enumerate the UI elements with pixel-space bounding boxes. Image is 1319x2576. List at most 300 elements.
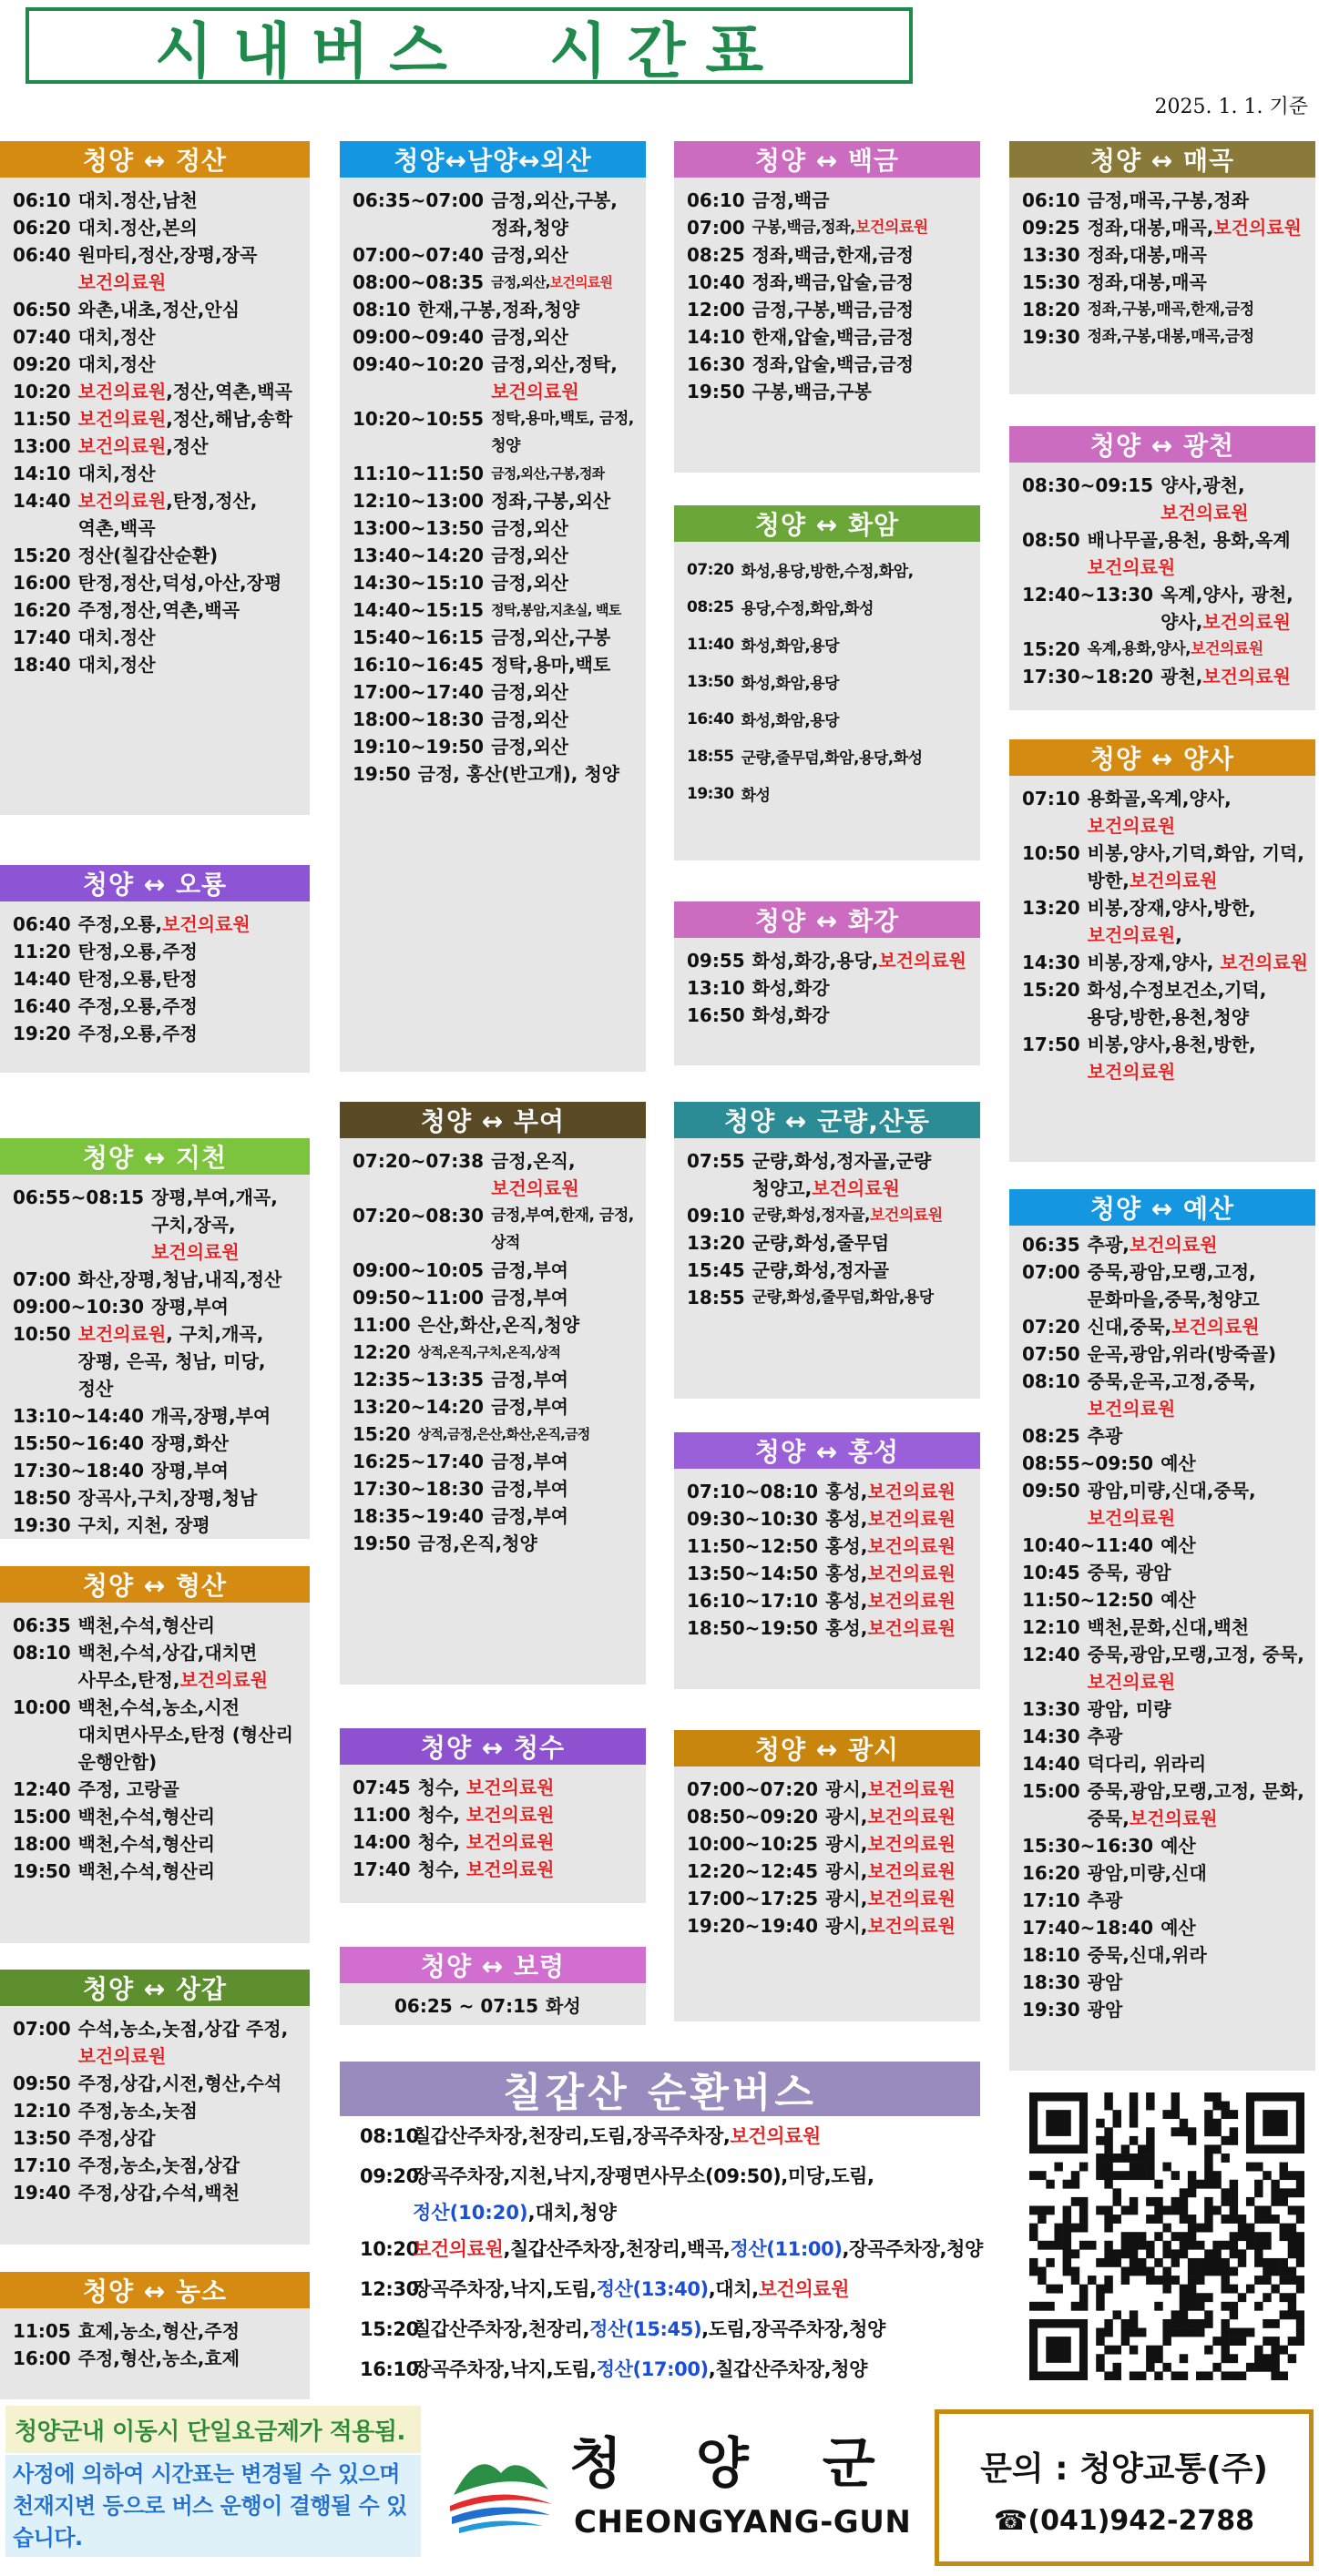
route-title: 청양 ↔ 광시 [674, 1730, 980, 1767]
qr-module [1154, 2258, 1162, 2267]
stop-list: 금정,외산 [491, 681, 568, 703]
highlight-stop: 보건의료원 [867, 1535, 956, 1557]
stop-list: 광암,미량,신대,중묵, [1087, 1480, 1256, 1502]
departure-time: 13:10 [687, 977, 745, 999]
route-stops [491, 269, 640, 296]
stop-list: 청수, [417, 1831, 466, 1853]
departure-time: 13:00 [13, 435, 71, 457]
highlight-stop: 보건의료원 [730, 2125, 821, 2147]
qr-module [1162, 2319, 1171, 2328]
route-rows [340, 1765, 646, 1889]
stop-list: 금정,부여,한재, 금정,상적 [491, 1207, 634, 1252]
qr-module [1038, 2171, 1046, 2180]
qr-module [1254, 2188, 1263, 2197]
qr-module [1230, 2215, 1238, 2224]
qr-module [1180, 2119, 1188, 2128]
schedule-row [1022, 214, 1310, 241]
stop-list: 예산 [1161, 1589, 1196, 1611]
schedule-row [687, 551, 975, 588]
departure-time: 18:00~18:30 [353, 708, 485, 730]
highlight-stop: 보건의료원 [465, 1831, 555, 1853]
qr-module [1238, 2337, 1246, 2346]
route-card-gwangsi [674, 1730, 980, 2021]
timed-stop: 정산(13:40) [596, 2278, 709, 2300]
stop-list: 주정,상갑,시전,형산,수석 [77, 2072, 282, 2094]
qr-module [1212, 2249, 1221, 2258]
qr-module [1221, 2337, 1229, 2346]
route-stops [78, 214, 304, 241]
qr-module [1254, 2354, 1263, 2363]
stop-list: 중묵,광암,모랭,고정, 문화마을,중묵,청양고 [1087, 1261, 1260, 1310]
stop-list: 대치.정산,남천 [77, 189, 198, 211]
departure-time: 19:50 [687, 381, 745, 402]
departure-time: 12:35~13:35 [353, 1369, 485, 1390]
schedule-row [353, 1147, 640, 1202]
qr-module [1254, 2302, 1263, 2311]
stop-list: 금정,부여 [491, 1396, 568, 1418]
qr-module [1230, 2197, 1238, 2206]
qr-module [1221, 2346, 1229, 2355]
route-stops [1088, 526, 1310, 581]
route-stops [78, 1320, 304, 1402]
qr-module [1204, 2224, 1212, 2233]
schedule-row [13, 1402, 304, 1430]
route-stops [825, 1885, 975, 1912]
route-stops [1088, 241, 1310, 269]
route-stops [78, 596, 304, 624]
qr-module [1138, 2267, 1146, 2276]
schedule-row [13, 1612, 304, 1639]
qr-module [1154, 2276, 1162, 2285]
schedule-row [353, 542, 640, 569]
highlight-stop: 보건의료원 [1202, 666, 1291, 687]
route-stops [418, 296, 640, 323]
stop-list: 군량,화성,정자골 [752, 1259, 890, 1281]
schedule-row [1022, 581, 1310, 636]
stop-list: 칠갑산주차장,천장리,도림,장곡주차장, [413, 2125, 731, 2147]
schedule-row [687, 1776, 975, 1803]
route-rows [674, 1767, 980, 1945]
highlight-stop: 보건의료원 [867, 1888, 956, 1909]
stop-list: 화성,화강 [752, 1004, 830, 1026]
qr-module [1162, 2285, 1171, 2294]
stop-list: 비봉,양사,기덕,화암, 기덕,방한, [1087, 842, 1304, 891]
route-stops [418, 1801, 640, 1828]
qr-module [1113, 2371, 1121, 2380]
route-stops [1088, 1559, 1310, 1586]
route-stops [491, 733, 640, 760]
schedule-row [13, 1184, 304, 1266]
qr-module [1263, 2171, 1271, 2180]
departure-time: 14:40~15:15 [353, 599, 485, 621]
qr-module [1130, 2205, 1138, 2215]
qr-module [1171, 2197, 1180, 2206]
qr-module [1046, 2241, 1054, 2250]
stop-list: 금정,부여 [491, 1478, 568, 1500]
route-rows [340, 1983, 646, 2025]
schedule-row [687, 626, 975, 663]
departure-time: 12:10 [1022, 1616, 1080, 1638]
stop-list: 양사,광천, [1161, 474, 1245, 496]
qr-module [1079, 2293, 1088, 2302]
qr-code-icon[interactable] [1029, 2092, 1304, 2380]
schedule-row [13, 460, 304, 487]
departure-time: 07:50 [1022, 1343, 1080, 1365]
schedule-row [13, 2097, 304, 2124]
schedule-row [1022, 187, 1310, 214]
route-stops [78, 2152, 304, 2179]
departure-time: 13:30 [1022, 1698, 1080, 1720]
qr-module [1246, 2363, 1254, 2372]
route-card-maegok [1009, 141, 1315, 394]
stop-list: 광암, 미량 [1087, 1698, 1171, 1720]
stop-list: 홍성, [825, 1617, 868, 1639]
timed-stop: 정산(11:00) [730, 2238, 843, 2260]
stop-list: 비봉,장재,양사,방한, [1087, 897, 1256, 919]
stop-list: ,대치,청양 [527, 2202, 617, 2224]
route-stops [418, 760, 640, 788]
departure-time: 15:20 [1022, 638, 1080, 660]
qr-module [1046, 2110, 1070, 2136]
departure-time: 18:40 [13, 654, 71, 676]
stop-list: 군량,줄무덤,화암,용당,화성 [741, 749, 923, 768]
departure-time: 12:20 [353, 1341, 411, 1363]
qr-module [1280, 2163, 1288, 2172]
route-stops [78, 965, 304, 993]
schedule-row [13, 2070, 304, 2097]
qr-module [1263, 2363, 1271, 2372]
qr-module [1204, 2205, 1212, 2215]
timed-stop: 정산(10:20) [413, 2202, 528, 2224]
qr-module [1204, 2310, 1212, 2319]
schedule-row [13, 378, 304, 405]
qr-module [1230, 2249, 1238, 2258]
stop-list: 금정,부여 [491, 1369, 568, 1390]
stop-list: 장평,부여,개곡, 구치,장곡, [151, 1186, 278, 1236]
schedule-row [687, 1257, 975, 1284]
circular-row [340, 2269, 980, 2309]
route-stops [78, 1858, 304, 1885]
qr-module [1280, 2276, 1288, 2285]
departure-time: 15:40~16:15 [353, 626, 485, 648]
qr-module [1171, 2110, 1180, 2119]
qr-module [1263, 2215, 1271, 2224]
qr-module [1296, 2310, 1304, 2319]
departure-time: 06:10 [13, 189, 71, 211]
schedule-row [353, 323, 640, 351]
departure-time: 13:30 [1022, 244, 1080, 266]
qr-module [1238, 2232, 1246, 2241]
qr-module [1296, 2188, 1304, 2197]
route-stops [825, 1532, 975, 1560]
qr-module [1230, 2205, 1238, 2215]
route-stops [78, 938, 304, 965]
route-stops [491, 241, 640, 269]
departure-time: 10:50 [13, 1323, 71, 1345]
stop-list: 백천,수석,형산리 [77, 1806, 216, 1828]
stop-list: 금정,외산 [491, 244, 568, 266]
stop-list: 주정,농소,놋점,상갑 [77, 2154, 240, 2176]
route-stops [825, 1478, 975, 1505]
qr-module [1029, 2267, 1038, 2276]
stop-list: 정좌,압술,백금,금정 [752, 353, 915, 375]
departure-time: 12:30 [360, 2278, 419, 2300]
qr-module [1230, 2127, 1238, 2136]
route-stops [1088, 1969, 1310, 1996]
schedule-row [13, 1803, 304, 1830]
stop-list: 탄정,오룡,주정 [77, 941, 198, 962]
qr-module [1204, 2197, 1212, 2206]
qr-module [1113, 2153, 1121, 2163]
qr-module [1180, 2354, 1188, 2363]
departure-time: 14:10 [13, 463, 71, 484]
qr-module [1121, 2205, 1130, 2215]
title-box [26, 7, 913, 87]
stop-list: 예산 [1161, 1534, 1196, 1556]
departure-time: 19:10~19:50 [353, 736, 485, 758]
schedule-row [1022, 1031, 1310, 1085]
schedule-row [1022, 1832, 1310, 1859]
qr-module [1146, 2136, 1154, 2145]
schedule-row [687, 241, 975, 269]
route-stops [752, 323, 975, 351]
highlight-stop: 보건의료원 [867, 1915, 956, 1937]
qr-module [1104, 2092, 1112, 2102]
schedule-row [1022, 526, 1310, 581]
stop-list: 정좌,대봉,매곡, [1087, 217, 1214, 239]
qr-module [1113, 2110, 1121, 2119]
circular-row [340, 2309, 980, 2349]
qr-module [1254, 2205, 1263, 2215]
schedule-row [1022, 949, 1310, 976]
qr-module [1079, 2205, 1088, 2215]
qr-module [1296, 2337, 1304, 2346]
qr-module [1246, 2197, 1254, 2206]
schedule-row [13, 214, 304, 241]
stop-list: 한재,압술,백금,금정 [752, 326, 915, 348]
qr-module [1180, 2241, 1188, 2250]
qr-module [1263, 2354, 1271, 2363]
stop-list: 광천, [1161, 666, 1203, 687]
stop-list: 군량,화성,줄무덤 [752, 1232, 890, 1254]
qr-module [1180, 2310, 1188, 2319]
qr-module [1113, 2346, 1121, 2355]
route-stops [825, 1505, 975, 1532]
qr-module [1171, 2276, 1180, 2285]
qr-module [1138, 2153, 1146, 2163]
stop-list: 용당,수정,화암,화성 [741, 600, 874, 618]
qr-module [1113, 2363, 1121, 2372]
qr-module [1054, 2224, 1062, 2233]
departure-time: 18:20 [1022, 299, 1080, 321]
route-stops [78, 405, 304, 433]
stop-list: 금정,부여 [491, 1259, 568, 1281]
route-stops [1088, 1941, 1310, 1969]
departure-time: 08:10 [353, 299, 411, 321]
qr-module [1254, 2363, 1263, 2372]
qr-module [1204, 2171, 1212, 2180]
stop-list: 중묵,광암,모랭,고정, 문화,중묵, [1087, 1780, 1304, 1829]
route-card-nongso [0, 2272, 310, 2399]
qr-module [1138, 2171, 1146, 2180]
qr-module [1230, 2328, 1238, 2337]
schedule-row [353, 1257, 640, 1284]
departure-time: 19:20 [13, 1023, 71, 1044]
departure-time: 09:30~10:30 [687, 1508, 819, 1530]
schedule-row [13, 2345, 304, 2372]
route-stops [78, 1266, 304, 1293]
route-card-baekgeum [674, 141, 980, 473]
timed-stop: 정산(17:00) [596, 2358, 709, 2380]
schedule-row [394, 1992, 640, 2020]
county-name: 청 양 군 [569, 2432, 903, 2496]
departure-time: 13:50 [13, 2127, 71, 2149]
route-stops [491, 678, 640, 706]
route-stops [151, 1457, 304, 1484]
route-stops [752, 351, 975, 378]
departure-time: 06:10 [687, 189, 745, 211]
route-rows [340, 178, 646, 793]
schedule-row [353, 733, 640, 760]
route-stops [752, 947, 975, 974]
qr-module [1096, 2119, 1104, 2128]
schedule-row [13, 624, 304, 651]
qr-module [1288, 2310, 1296, 2319]
qr-module [1130, 2319, 1138, 2328]
route-rows [1009, 178, 1315, 356]
route-stops [78, 1512, 304, 1539]
qr-module [1079, 2163, 1088, 2172]
schedule-row [1022, 1559, 1310, 1586]
schedule-row [13, 1266, 304, 1293]
stop-list: 군량,화성,정자골, [752, 1207, 870, 1225]
route-title: 청양 ↔ 오룡 [0, 865, 310, 901]
qr-module [1130, 2310, 1138, 2319]
schedule-row [687, 700, 975, 738]
departure-time: 11:50 [13, 408, 71, 430]
route-stops [491, 596, 640, 624]
qr-module [1104, 2215, 1112, 2224]
departure-time: 08:10 [360, 2125, 419, 2147]
departure-time: 07:00~07:40 [353, 244, 485, 266]
stop-list: 금정,온직,청양 [417, 1532, 537, 1554]
qr-module [1038, 2215, 1046, 2224]
qr-module [1188, 2171, 1196, 2180]
route-stops [491, 1284, 640, 1311]
qr-module [1130, 2136, 1138, 2145]
qr-module [1180, 2249, 1188, 2258]
stop-list: 화성,화암,용당 [741, 675, 840, 693]
qr-module [1130, 2371, 1138, 2380]
departure-time: 07:20 [1022, 1316, 1080, 1338]
qr-module [1212, 2171, 1221, 2180]
qr-module [1130, 2258, 1138, 2267]
stop-list: 덕다리, 위라리 [1087, 1753, 1207, 1775]
qr-module [1104, 2241, 1112, 2250]
departure-time: 09:50 [1022, 1480, 1080, 1502]
contact-phone[interactable]: ☎(041)942-2788 [994, 2505, 1254, 2537]
route-title: 청양 ↔ 양사 [1009, 739, 1315, 776]
schedule-row [353, 1366, 640, 1393]
departure-time: 19:50 [353, 1532, 411, 1554]
qr-module [1230, 2285, 1238, 2294]
qr-module [1180, 2319, 1188, 2328]
departure-time: 07:20~07:38 [353, 1150, 485, 1172]
schedule-row [13, 2317, 304, 2345]
highlight-stop: 보건의료원 [855, 219, 928, 237]
departure-time: 17:00~17:40 [353, 681, 485, 703]
highlight-stop: 보건의료원 [179, 1669, 269, 1691]
qr-module [1188, 2285, 1196, 2294]
base-date: 2025. 1. 1. 기준 [1154, 96, 1308, 118]
schedule-row [687, 1858, 975, 1885]
schedule-row [353, 514, 640, 542]
departure-time: 16:40 [13, 995, 71, 1017]
qr-module [1230, 2136, 1238, 2145]
qr-module [1180, 2285, 1188, 2294]
stop-list: 탄정,정산,덕성,아산,장평 [77, 572, 282, 594]
qr-module [1212, 2180, 1221, 2189]
highlight-stop: 보건의료원 [867, 1563, 956, 1584]
qr-module [1254, 2163, 1263, 2172]
stop-list: 화성 [546, 1995, 581, 2017]
qr-module [1180, 2127, 1188, 2136]
route-stops [1088, 976, 1310, 1031]
route-stops [1088, 1859, 1310, 1887]
route-card-cheongsu [340, 1728, 646, 1903]
qr-module [1088, 2241, 1096, 2250]
departure-time: 09:20 [360, 2165, 419, 2187]
stop-list: 정좌,대봉,매곡 [1087, 244, 1207, 266]
stop-list: 예산 [1161, 1452, 1196, 1474]
route-stops [752, 214, 975, 241]
qr-module [1121, 2249, 1130, 2258]
departure-time: 14:10 [687, 326, 745, 348]
qr-module [1271, 2319, 1279, 2328]
qr-module [1238, 2258, 1246, 2267]
schedule-row [1022, 1368, 1310, 1422]
qr-module [1230, 2180, 1238, 2189]
qr-module [1296, 2258, 1304, 2267]
schedule-row [13, 1512, 304, 1539]
qr-module [1096, 2354, 1104, 2363]
schedule-row [687, 187, 975, 214]
qr-module [1254, 2215, 1263, 2224]
highlight-stop: 보건의료원 [1087, 1061, 1176, 1083]
qr-module [1246, 2224, 1254, 2233]
qr-module [1130, 2163, 1138, 2172]
qr-module [1130, 2232, 1138, 2241]
schedule-row [1022, 1231, 1310, 1258]
route-stops [78, 296, 304, 323]
schedule-row [13, 487, 304, 542]
route-stops [1088, 1887, 1310, 1914]
departure-time: 09:50~11:00 [353, 1287, 485, 1308]
qr-module [1071, 2267, 1079, 2276]
schedule-row [687, 663, 975, 700]
highlight-stop: 보건의료원 [77, 1323, 167, 1345]
qr-module [1230, 2110, 1238, 2119]
qr-module [1180, 2188, 1188, 2197]
qr-module [1188, 2293, 1196, 2302]
qr-module [1038, 2276, 1046, 2285]
route-card-hyeongsan [0, 1566, 310, 1943]
route-stops [78, 2124, 304, 2152]
route-title: 청양 ↔ 화암 [674, 505, 980, 542]
qr-module [1046, 2337, 1070, 2363]
stop-list: 청수, [417, 1804, 466, 1826]
route-stops [78, 1612, 304, 1639]
